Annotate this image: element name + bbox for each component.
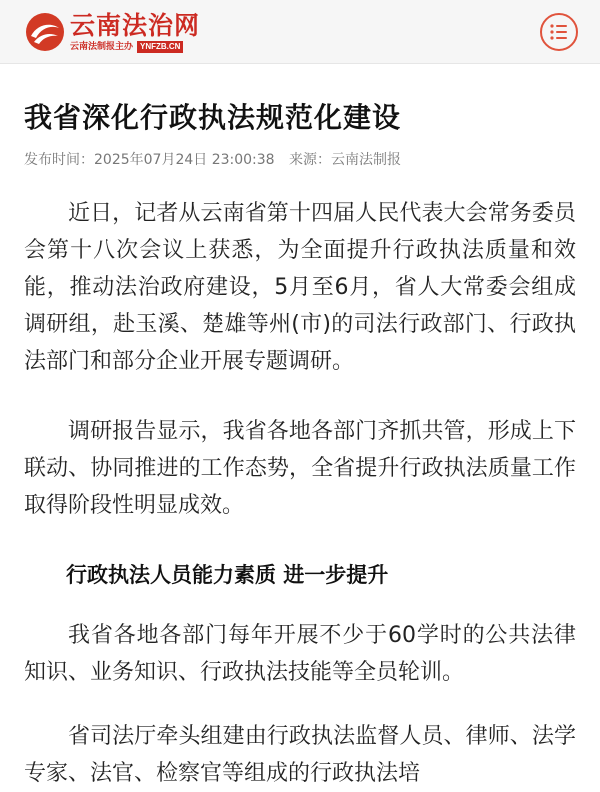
yunnan-fazhi-logo-icon [25, 12, 65, 52]
article-title: 我省深化行政执法规范化建设 [24, 101, 402, 134]
section-heading: 行政执法人员能力素质 进一步提升 [66, 563, 389, 587]
paragraph: 省司法厅牵头组建由行政执法监督人员、律师、法学专家、法官、检察官等组成的行政执法培 [24, 724, 576, 786]
article [0, 64, 600, 792]
paragraph: 我省各地各部门每年开展不少于60学时的公共法律知识、业务知识、行政执法技能等全员轮训。 [24, 623, 576, 685]
article-source: 来源：云南法制报 [289, 152, 402, 168]
logo-subline [70, 41, 200, 53]
paragraph: 近日，记者从云南省第十四届人民代表大会常务委员会第十八次会议上获悉，为全面提升行政执法质量和效能，推动法治政府建设，5月至6月，省人大常委会组成调研组，赴玉溪、楚雄等州(市)的司法行政部门、行政执法部门和部分企业开展专题调研。 [24, 201, 576, 374]
menu-button[interactable] [540, 13, 578, 51]
article-meta [24, 150, 576, 170]
publish-time: 发布时间：2025年07月24日 23:00:38 [24, 152, 275, 168]
site-sub-text: 云南法制报主办 [70, 41, 134, 52]
paragraph: 调研报告显示，我省各地各部门齐抓共管，形成上下联动、协同推进的工作态势，全省提升行政执法质量工作取得阶段性明显成效。 [24, 419, 576, 518]
domain-badge: YNFZB.CN [137, 41, 183, 53]
site-header [0, 0, 600, 64]
site-logo[interactable] [25, 7, 200, 57]
site-name: 云南法治网 [70, 10, 201, 40]
menu-icon [542, 15, 576, 49]
logo-text [70, 12, 200, 53]
